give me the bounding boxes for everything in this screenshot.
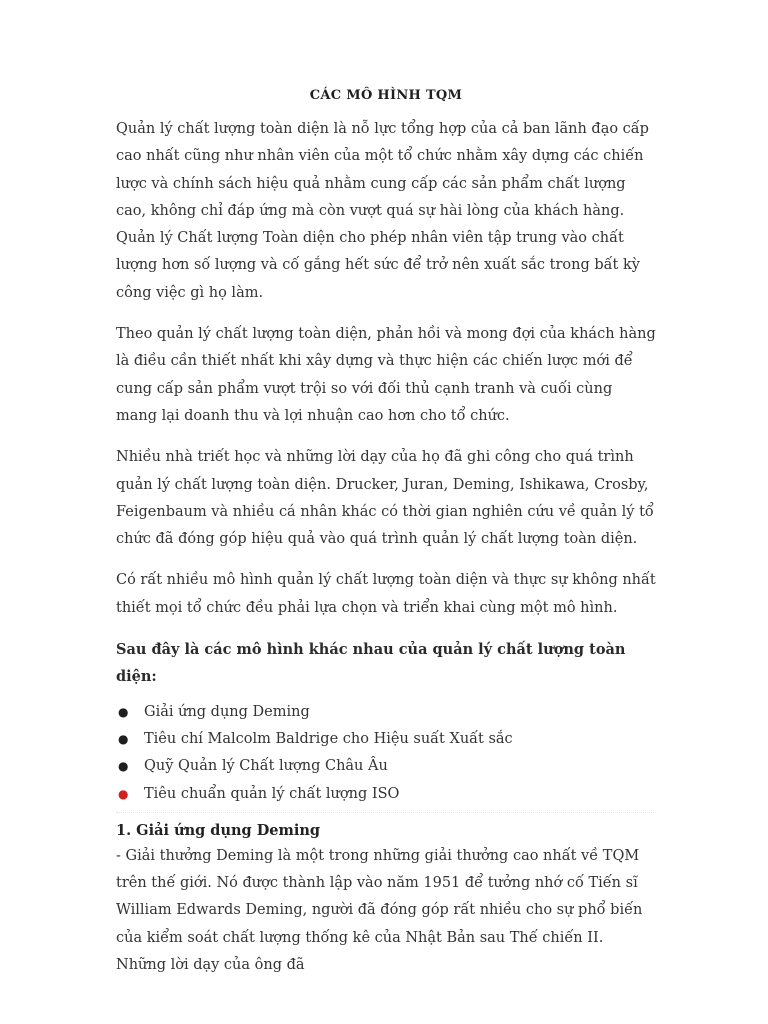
document-page [116,84,656,979]
model-list [116,699,656,808]
list-item [116,753,656,780]
spacer [116,307,656,321]
list-item [116,781,656,808]
spacer [116,430,656,444]
bullet-icon: ● [118,731,129,746]
philosophers-paragraph: Nhiều nhà triết học và những lời dạy của họ đã ghi công cho quá trình quản lý chất lượng toàn diện. Drucker, Juran, Deming, Ishikawa, Crosby, Feigenbaum và nhiều cá nhân khác có thời gian nghiên cứu về quản lý tổ chức đã đóng góp hiệu quả vào quá trình quản lý chất lượng toàn diện. [116,449,654,548]
section-divider [116,812,656,813]
intro-paragraph-2: Quản lý Chất lượng Toàn diện cho phép nhân viên tập trung vào chất lượng hơn số lượng và cố gắng hết sức để trở nên xuất sắc trong bất kỳ công việc gì họ làm. [116,230,640,301]
list-item-label: Tiêu chuẩn quản lý chất lượng ISO [144,785,400,802]
list-item [116,699,656,726]
bullet-icon: ● [118,786,129,801]
list-item [116,726,656,753]
bullet-icon: ● [118,704,129,719]
models-paragraph: Có rất nhiều mô hình quản lý chất lượng toàn diện và thực sự không nhất thiết mọi tổ chức đều phải lựa chọn và triển khai cùng một mô hình. [116,572,656,616]
document-title: CÁC MÔ HÌNH TQM [309,88,463,103]
list-heading: Sau đây là các mô hình khác nhau của quản lý chất lượng toàn diện: [116,641,626,686]
spacer [116,553,656,567]
feedback-paragraph: Theo quản lý chất lượng toàn diện, phản hồi và mong đợi của khách hàng là điều cần thiết nhất khi xây dựng và thực hiện các chiến lược mới để cung cấp sản phẩm vượt trội so với đối thủ cạnh tranh và cuối cùng mang lại doanh thu và lợi nhuận cao hơn cho tổ chức. [116,326,656,424]
list-item-label: Quỹ Quản lý Chất lượng Châu Âu [144,758,388,775]
spacer [116,622,656,636]
list-item-label: Giải ứng dụng Deming [144,703,310,720]
section-1-text: - Giải thưởng Deming là một trong những giải thưởng cao nhất về TQM trên thế giới. Nó được thành lập vào năm 1951 để tưởng nhớ cố Tiến sĩ William Edwards Deming, người đã đóng góp rất nhiều cho sự phổ biến của kiểm soát chất lượng thống kê của Nhật Bản sau Thế chiến II. Những lời dạy của ông đã [116,847,643,974]
section-1-title: 1. Giải ứng dụng Deming [116,821,321,839]
list-item-label: Tiêu chí Malcolm Baldrige cho Hiệu suất Xuất sắc [144,730,513,747]
bullet-icon: ● [118,759,129,774]
intro-paragraph-1: Quản lý chất lượng toàn diện là nỗ lực tổng hợp của cả ban lãnh đạo cấp cao nhất cũng như nhân viên của một tổ chức nhằm xây dựng các chiến lược và chính sách hiệu quả nhằm cung cấp các sản phẩm chất lượng cao, không chỉ đáp ứng mà còn vượt quá sự hài lòng của khách hàng. [116,121,649,219]
